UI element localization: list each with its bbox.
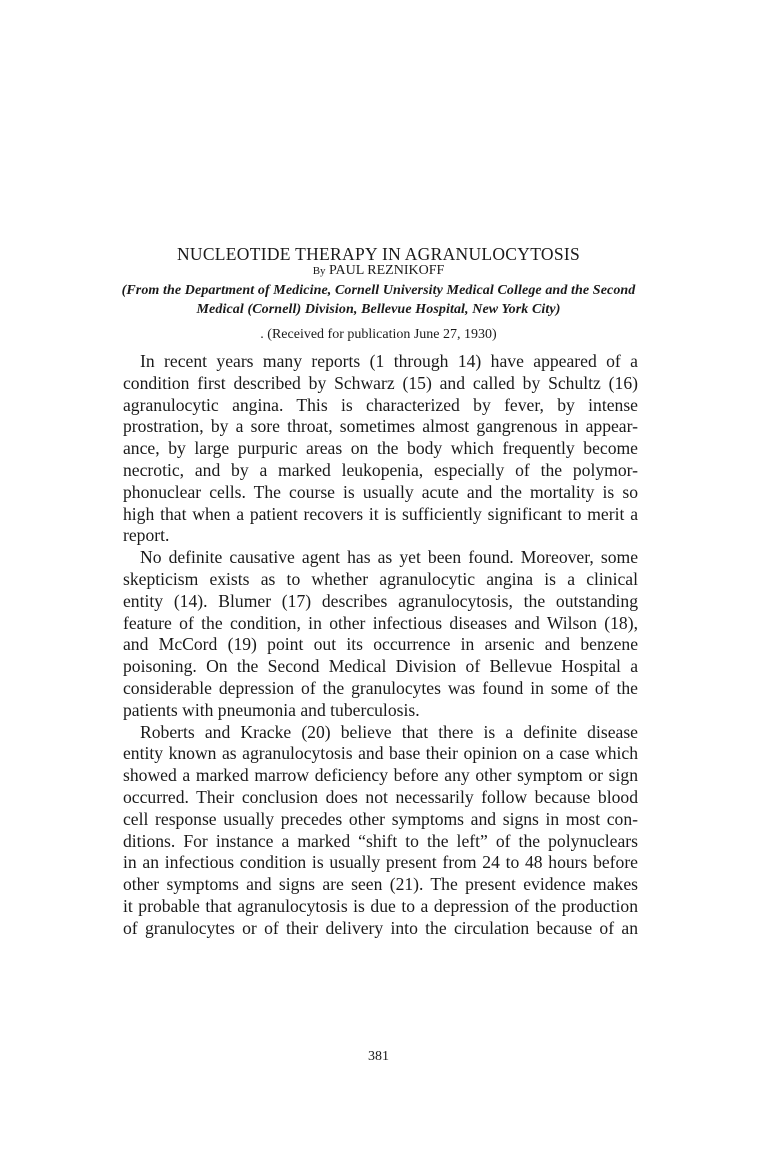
paragraph (123, 351, 638, 547)
affiliation-line-2: Medical (Cornell) Division, Bellevue Hospital, New York City) (196, 302, 561, 317)
text-line: occurred. Their conclusion does not necessarily follow because blood (123, 786, 638, 807)
text-line: poisoning. On the Second Medical Division of Bellevue Hospital a (123, 656, 638, 677)
article-title: NUCLEOTIDE THERAPY IN AGRANULOCYTOSIS (176, 244, 581, 264)
text-line: it probable that agranulocytosis is due to a depression of the production (123, 895, 638, 916)
text-line: feature of the condition, in other infectious diseases and Wilson (18), (123, 612, 638, 633)
author-name: PAUL REZNIKOFF (329, 263, 445, 278)
text-line: In recent years many reports (1 through 14) have appeared of a (140, 351, 638, 371)
text-line: ance, by large purpuric areas on the body which frequently become (123, 438, 638, 459)
text-line: report. (123, 525, 170, 546)
text-line: agranulocytic angina. This is characterized by fever, by intense (123, 394, 638, 415)
text-line: No definite causative agent has as yet been found. Moreover, some (140, 547, 638, 568)
byline (0, 263, 757, 279)
text-line: necrotic, and by a marked leukopenia, especially of the polymor- (123, 459, 638, 480)
paragraph (123, 722, 638, 940)
text-line: condition first described by Schwarz (15) and called by Schultz (16) (123, 372, 638, 393)
text-line: phonuclear cells. The course is usually acute and the mortality is so (123, 481, 638, 502)
text-line: in an infectious condition is usually present from 24 to 48 hours before (123, 852, 638, 873)
text-line: of granulocytes or of their delivery into the circulation because of an (123, 917, 638, 938)
text-line: high that when a patient recovers it is sufficiently significant to merit a (123, 503, 638, 524)
affiliation-line-1: (From the Department of Medicine, Cornell University Medical College and the Second (121, 283, 636, 298)
article-body (123, 351, 638, 940)
text-line: entity (14). Blumer (17) describes agranulocytosis, the outstanding (123, 590, 638, 611)
text-line: ditions. For instance a marked “shift to the left” of the polynuclears (123, 830, 638, 851)
text-line: Roberts and Kracke (20) believe that there is a definite disease (140, 721, 638, 742)
byline-prefix: By (312, 265, 326, 277)
text-line: and McCord (19) point out its occurrence in arsenic and benzene (123, 634, 638, 655)
paragraph (123, 547, 638, 721)
text-line: cell response usually precedes other symptoms and signs in most con- (123, 808, 638, 829)
text-line: patients with pneumonia and tuberculosis. (123, 699, 420, 720)
text-line: skepticism exists as to whether agranulocytic angina is a clinical (123, 568, 638, 589)
text-line: showed a marked marrow deficiency before any other symptom or sign (123, 765, 638, 786)
page-number: 381 (368, 1049, 389, 1064)
text-line: considerable depression of the granulocytes was found in some of the (123, 677, 638, 698)
text-line: other symptoms and signs are seen (21). The present evidence makes (123, 874, 638, 895)
text-line: prostration, by a sore throat, sometimes almost gangrenous in appear- (123, 416, 638, 437)
received-date: . (Received for publication June 27, 1930) (260, 327, 497, 342)
text-line: entity known as agranulocytosis and base their opinion on a case which (123, 743, 638, 764)
